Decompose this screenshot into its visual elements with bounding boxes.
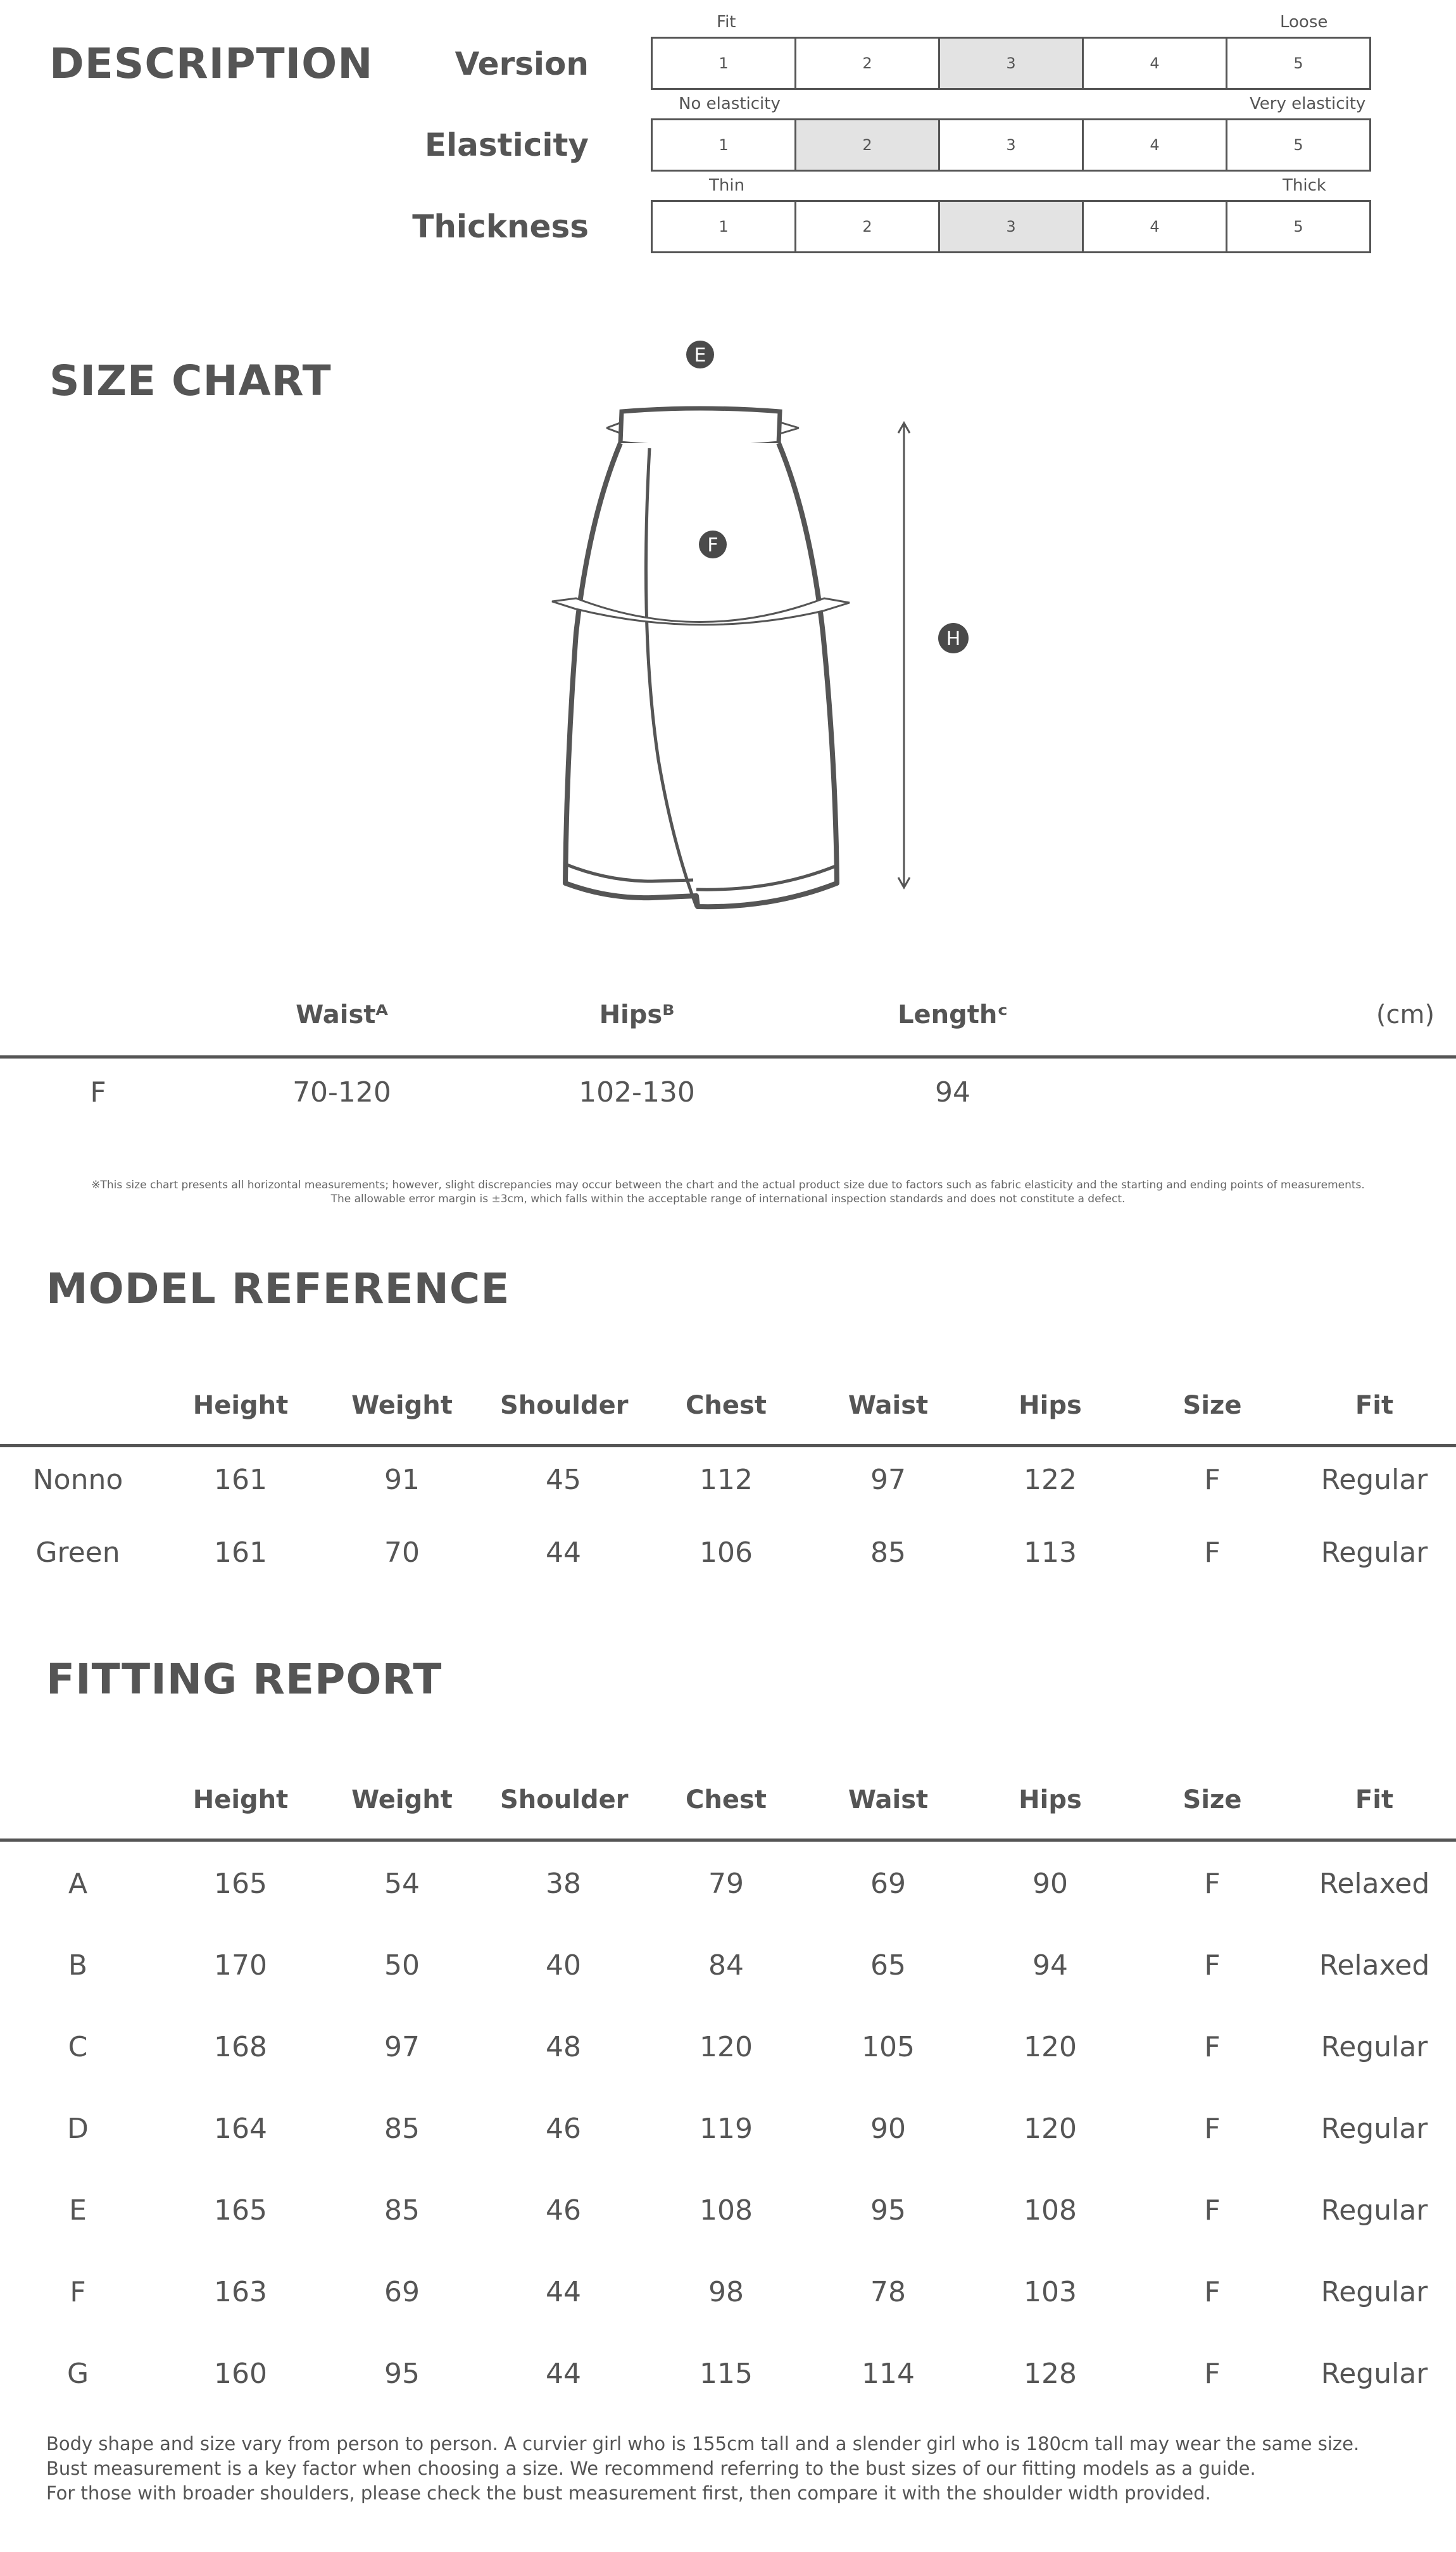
- fit-weight: 97: [384, 2031, 420, 2063]
- skirt-body: [565, 443, 837, 907]
- fit-weight: 85: [384, 2194, 420, 2227]
- fit-shoulder: 38: [546, 1868, 581, 1900]
- model-height: 161: [214, 1464, 267, 1496]
- model-table-divider: [0, 1444, 1456, 1447]
- fit-height: 163: [214, 2276, 267, 2308]
- fit-weight: 69: [384, 2276, 420, 2308]
- size-chart-note-1: ※This size chart presents all horizontal measurements; however, slight discrepancies may occur between the chart and the actual product size due to factors such as fabric elasticity and the starting and ending points of measurements.: [91, 1179, 1365, 1191]
- thickness-label: Thickness: [412, 208, 589, 245]
- size-row-label: F: [90, 1076, 106, 1109]
- version-right-label: Loose: [1280, 13, 1328, 32]
- fit-height: 164: [214, 2113, 267, 2145]
- model-col-height: Height: [192, 1391, 289, 1420]
- model-col-chest: Chest: [686, 1391, 767, 1420]
- size-unit: (cm): [1376, 1000, 1435, 1029]
- fit-col-hips: Hips: [1019, 1785, 1082, 1814]
- fit-size: F: [1204, 2113, 1221, 2145]
- thickness-option: 1: [653, 202, 796, 251]
- model-col-weight: Weight: [351, 1391, 453, 1420]
- fit-chest: 119: [700, 2113, 753, 2145]
- model-hips: 122: [1024, 1464, 1077, 1496]
- model-col-shoulder: Shoulder: [500, 1391, 629, 1420]
- fit-size: F: [1204, 2358, 1221, 2390]
- model-waist: 97: [870, 1464, 906, 1496]
- fit-col-shoulder: Shoulder: [500, 1785, 629, 1814]
- fit-fit: Relaxed: [1319, 1868, 1430, 1900]
- size-col-waist: Waistᴬ: [296, 1000, 388, 1029]
- fit-tester: D: [67, 2113, 89, 2145]
- version-left-label: Fit: [717, 13, 736, 32]
- fit-shoulder: 48: [546, 2031, 581, 2063]
- size-col-hips: Hipsᴮ: [599, 1000, 675, 1029]
- fit-chest: 115: [700, 2358, 753, 2390]
- fit-tester: B: [68, 1949, 88, 1982]
- marker-length-label: H: [946, 628, 961, 650]
- size-chart-title: SIZE CHART: [49, 356, 332, 405]
- elasticity-option: 4: [1084, 120, 1227, 170]
- fit-fit: Regular: [1321, 2358, 1428, 2390]
- model-col-fit: Fit: [1355, 1391, 1394, 1420]
- fit-hips: 128: [1024, 2358, 1077, 2390]
- fit-height: 165: [214, 2194, 267, 2227]
- fit-size: F: [1204, 2031, 1221, 2063]
- model-col-size: Size: [1183, 1391, 1242, 1420]
- model-chest: 106: [700, 1537, 753, 1569]
- fit-col-waist: Waist: [848, 1785, 929, 1814]
- fit-chest: 98: [708, 2276, 744, 2308]
- fit-tester: A: [68, 1868, 88, 1900]
- fit-size: F: [1204, 1949, 1221, 1982]
- elasticity-option: 5: [1293, 136, 1303, 154]
- fit-size: F: [1204, 1868, 1221, 1900]
- fitting-report-title: FITTING REPORT: [46, 1655, 442, 1704]
- fit-waist: 65: [870, 1949, 906, 1982]
- fit-weight: 50: [384, 1949, 420, 1982]
- fitting-footnote-3: For those with broader shoulders, please check the bust measurement first, then compare it with the shoulder width provided.: [46, 2482, 1211, 2504]
- thickness-scale: [651, 200, 1371, 253]
- model-chest: 112: [700, 1464, 753, 1496]
- model-size: F: [1204, 1537, 1221, 1569]
- thickness-option: 3: [940, 202, 1084, 251]
- fit-height: 168: [214, 2031, 267, 2063]
- fit-height: 165: [214, 1868, 267, 1900]
- fit-shoulder: 40: [546, 1949, 581, 1982]
- fit-tester: G: [66, 2358, 89, 2390]
- model-weight: 91: [384, 1464, 420, 1496]
- fit-fit: Regular: [1321, 2194, 1428, 2227]
- model-hips: 113: [1024, 1537, 1077, 1569]
- fit-chest: 108: [700, 2194, 753, 2227]
- thickness-right-label: Thick: [1283, 176, 1326, 195]
- fit-waist: 78: [870, 2276, 906, 2308]
- elasticity-left-label: No elasticity: [679, 94, 781, 113]
- elasticity-option: 3: [940, 120, 1084, 170]
- fit-hips: 94: [1032, 1949, 1068, 1982]
- description-title: DESCRIPTION: [49, 39, 373, 88]
- size-chart-divider: [0, 1055, 1456, 1059]
- fit-fit: Relaxed: [1319, 1949, 1430, 1982]
- model-shoulder: 45: [546, 1464, 581, 1496]
- fit-weight: 95: [384, 2358, 420, 2390]
- thickness-option: 4: [1084, 202, 1227, 251]
- version-option: 2: [796, 39, 940, 88]
- model-shoulder: 44: [546, 1537, 581, 1569]
- fit-waist: 114: [862, 2358, 915, 2390]
- model-col-hips: Hips: [1019, 1391, 1082, 1420]
- fit-chest: 120: [700, 2031, 753, 2063]
- fit-col-fit: Fit: [1355, 1785, 1394, 1814]
- fit-shoulder: 46: [546, 2113, 581, 2145]
- fit-size: F: [1204, 2276, 1221, 2308]
- size-chart-note-2: The allowable error margin is ±3cm, which falls within the acceptable range of international inspection standards and does not constitute a defect.: [330, 1193, 1126, 1205]
- fit-hips: 90: [1032, 1868, 1068, 1900]
- fit-waist: 90: [870, 2113, 906, 2145]
- fit-shoulder: 44: [546, 2276, 581, 2308]
- fitting-footnote-1: Body shape and size vary from person to person. A curvier girl who is 155cm tall and a slender girl who is 180cm tall may wear the same size.: [46, 2433, 1360, 2455]
- fit-col-weight: Weight: [351, 1785, 453, 1814]
- fit-fit: Regular: [1321, 2113, 1428, 2145]
- fit-weight: 54: [384, 1868, 420, 1900]
- fit-hips: 108: [1024, 2194, 1077, 2227]
- model-weight: 70: [384, 1537, 420, 1569]
- fit-weight: 85: [384, 2113, 420, 2145]
- elasticity-option: 1: [653, 120, 796, 170]
- skirt-diagram: [538, 329, 981, 918]
- fit-shoulder: 44: [546, 2358, 581, 2390]
- fit-col-height: Height: [192, 1785, 289, 1814]
- thickness-option: 5: [1293, 218, 1303, 236]
- fit-waist: 69: [870, 1868, 906, 1900]
- fit-col-size: Size: [1183, 1785, 1242, 1814]
- fit-chest: 79: [708, 1868, 744, 1900]
- model-reference-title: MODEL REFERENCE: [46, 1264, 510, 1313]
- marker-hips-label: F: [707, 534, 719, 556]
- fit-height: 170: [214, 1949, 267, 1982]
- version-option: 1: [653, 39, 796, 88]
- elasticity-label: Elasticity: [424, 127, 589, 163]
- fit-col-chest: Chest: [686, 1785, 767, 1814]
- size-row-length: 94: [935, 1076, 970, 1109]
- model-name: Green: [35, 1537, 120, 1569]
- model-col-waist: Waist: [848, 1391, 929, 1420]
- fit-size: F: [1204, 2194, 1221, 2227]
- fit-tester: C: [68, 2031, 88, 2063]
- model-height: 161: [214, 1537, 267, 1569]
- fit-hips: 120: [1024, 2113, 1077, 2145]
- fit-tester: F: [70, 2276, 86, 2308]
- fit-fit: Regular: [1321, 2031, 1428, 2063]
- fit-chest: 84: [708, 1949, 744, 1982]
- fit-shoulder: 46: [546, 2194, 581, 2227]
- skirt-waistband: [620, 408, 780, 447]
- fit-height: 160: [214, 2358, 267, 2390]
- size-col-length: Lengthᶜ: [898, 1000, 1008, 1029]
- size-row-waist: 70-120: [292, 1076, 391, 1109]
- version-scale: [651, 37, 1371, 90]
- model-size: F: [1204, 1464, 1221, 1496]
- thickness-left-label: Thin: [709, 176, 745, 195]
- model-fit: Regular: [1321, 1464, 1428, 1496]
- model-fit: Regular: [1321, 1537, 1428, 1569]
- fit-hips: 120: [1024, 2031, 1077, 2063]
- fit-fit: Regular: [1321, 2276, 1428, 2308]
- version-option: 3: [940, 39, 1084, 88]
- version-option: 4: [1084, 39, 1227, 88]
- version-option: 5: [1293, 54, 1303, 72]
- elasticity-scale: [651, 118, 1371, 172]
- fitting-table-divider: [0, 1839, 1456, 1842]
- elasticity-option: 2: [796, 120, 940, 170]
- fit-waist: 95: [870, 2194, 906, 2227]
- elasticity-right-label: Very elasticity: [1250, 94, 1366, 113]
- marker-waist-label: E: [694, 344, 706, 367]
- model-waist: 85: [870, 1537, 906, 1569]
- thickness-option: 2: [796, 202, 940, 251]
- fit-waist: 105: [862, 2031, 915, 2063]
- size-row-hips: 102-130: [579, 1076, 695, 1109]
- version-label: Version: [455, 46, 589, 82]
- fit-tester: E: [69, 2194, 87, 2227]
- model-name: Nonno: [32, 1464, 123, 1496]
- fitting-footnote-2: Bust measurement is a key factor when choosing a size. We recommend referring to the bust sizes of our fitting models as a guide.: [46, 2458, 1256, 2479]
- fit-hips: 103: [1024, 2276, 1077, 2308]
